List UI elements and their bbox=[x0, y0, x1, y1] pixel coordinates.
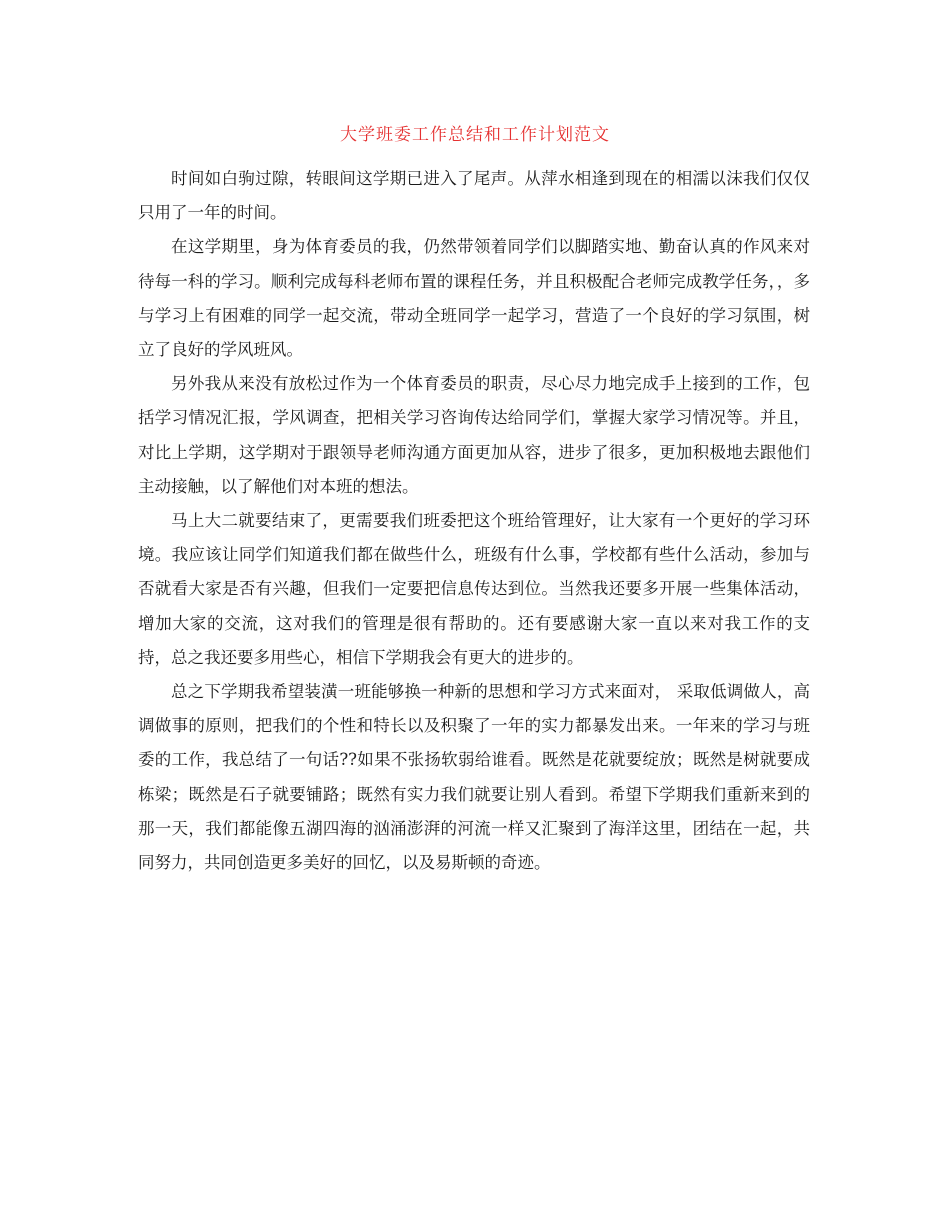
paragraph-4: 马上大二就要结束了，更需要我们班委把这个班给管理好，让大家有一个更好的学习环境。我应该让同学们知道我们都在做些什么，班级有什么事，学校都有些什么活动，参加与否就看大家是否有兴趣，但我们一定要把信息传达到位。当然我还要多开展一些集体活动，增加大家的交流，这对我们的管理是很有帮助的。还有要感谢大家一直以来对我工作的支持，总之我还要多用些心，相信下学期我会有更大的进步的。 bbox=[138, 511, 810, 667]
document-title: 大学班委工作总结和工作计划范文 bbox=[340, 125, 610, 145]
paragraph-2: 在这学期里，身为体育委员的我，仍然带领着同学们以脚踏实地、勤奋认真的作风来对待每一科的学习。顺利完成每科老师布置的课程任务，并且积极配合老师完成教学任务，，多与学习上有困难的同学一起交流，带动全班同学一起学习，营造了一个良好的学习氛围，树立了良好的学风班风。 bbox=[138, 237, 810, 360]
paragraph-5: 总之下学期我希望装潢一班能够换一种新的思想和学习方式来面对， 采取低调做人，高调做事的原则，把我们的个性和特长以及积聚了一年的实力都暴发出来。一年来的学习与班委的工作，我总结了一句话??如果不张扬软弱给谁看。既然是花就要绽放；既然是树就要成栋梁；既然是石子就要铺路；既然有实力我们就要让别人看到。希望下学期我们重新来到的那一天，我们都能像五湖四海的汹涌澎湃的河流一样又汇聚到了海洋这里，团结在一起，共同努力，共同创造更多美好的回忆，以及易斯顿的奇迹。 bbox=[138, 682, 810, 873]
paragraph-3: 另外我从来没有放松过作为一个体育委员的职责，尽心尽力地完成手上接到的工作，包括学习情况汇报，学风调查，把相关学习咨询传达给同学们，掌握大家学习情况等。并且，对比上学期，这学期对于跟领导老师沟通方面更加从容，进步了很多，更加积极地去跟他们主动接触，以了解他们对本班的想法。 bbox=[138, 374, 810, 496]
document-body bbox=[138, 162, 810, 880]
paragraph-1: 时间如白驹过隙，转眼间这学期已进入了尾声。从萍水相逢到现在的相濡以沫我们仅仅只用了一年的时间。 bbox=[138, 169, 810, 223]
